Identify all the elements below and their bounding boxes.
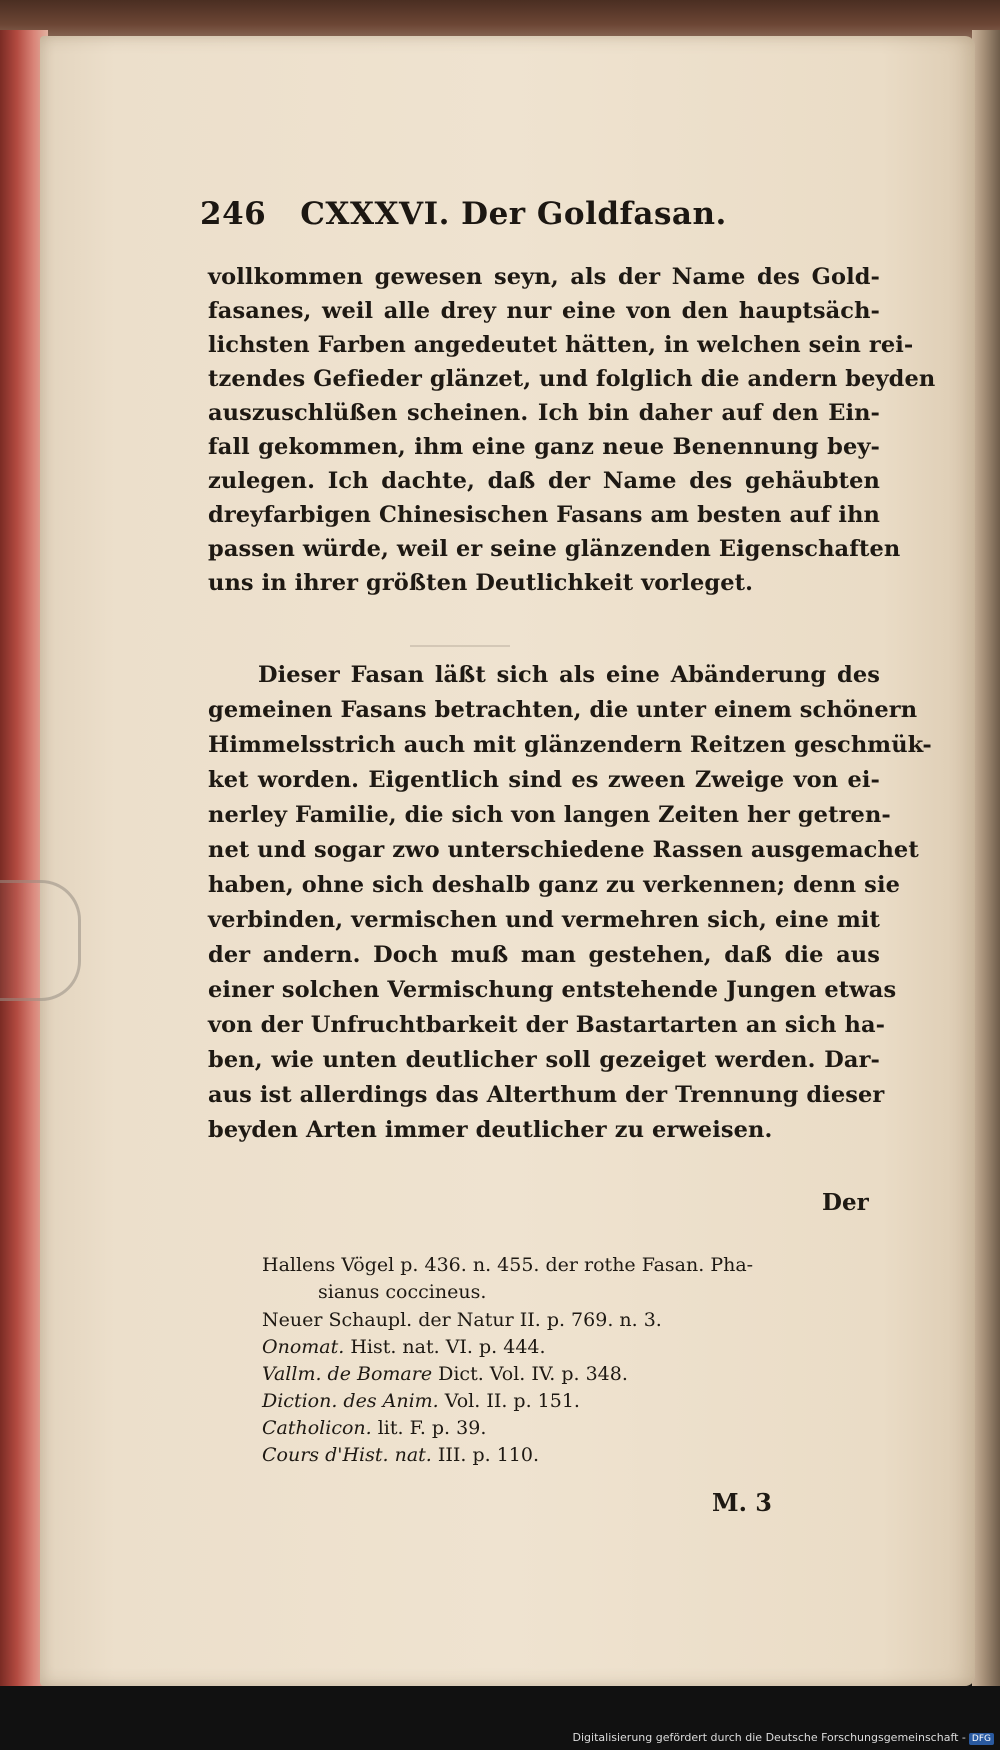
book-edge-right [972, 30, 1000, 1700]
section-divider [410, 645, 510, 647]
running-title: CXXXVI. Der Goldfasan. [300, 196, 727, 232]
text-line: nerley Familie, die sich von langen Zeiten her getren- [208, 802, 891, 828]
text-line: fasanes, weil alle drey nur eine von den hauptsäch- [208, 298, 880, 324]
text-line: ket worden. Eigentlich sind es zween Zweige von ei- [208, 767, 880, 793]
credit-text: Digitalisierung gefördert durch die Deutsche Forschungsgemeinschaft - [572, 1731, 966, 1744]
page-clip [0, 880, 81, 1001]
book-cover-top [0, 0, 1000, 40]
page-number: 246 [200, 196, 267, 232]
text-line: passen würde, weil er seine glänzenden Eigenschaften [208, 536, 901, 562]
signature-mark: M. 3 [712, 1488, 772, 1517]
footnote-line: Catholicon. lit. F. p. 39. [262, 1417, 487, 1439]
dfg-logo-icon: DFG [969, 1733, 994, 1745]
text-line: einer solchen Vermischung entstehende Jungen etwas [208, 977, 897, 1003]
footnote-line: Cours d'Hist. nat. III. p. 110. [262, 1444, 540, 1466]
text-line: verbinden, vermischen und vermehren sich, eine mit [208, 907, 880, 933]
text-line: von der Unfruchtbarkeit der Bastartarten an sich ha- [208, 1012, 886, 1038]
text-line: der andern. Doch muß man gestehen, daß die aus [208, 942, 880, 968]
text-line: zulegen. Ich dachte, daß der Name des gehäubten [208, 468, 880, 494]
text-line: Dieser Fasan läßt sich als eine Abänderung des [258, 662, 880, 688]
catchword: Der [822, 1189, 869, 1216]
text-line: auszuschlüßen scheinen. Ich bin daher auf den Ein- [208, 400, 880, 426]
footnote-line: Onomat. Hist. nat. VI. p. 444. [262, 1336, 546, 1358]
footnote-line: Diction. des Anim. Vol. II. p. 151. [262, 1390, 580, 1412]
text-line: uns in ihrer größten Deutlichkeit vorleget. [208, 570, 754, 596]
text-line: aus ist allerdings das Alterthum der Trennung dieser [208, 1082, 885, 1108]
text-line: net und sogar zwo unterschiedene Rassen ausgemachet [208, 837, 919, 863]
footnote-line: sianus coccineus. [318, 1281, 487, 1303]
text-line: fall gekommen, ihm eine ganz neue Benennung bey- [208, 434, 880, 460]
text-line: tzendes Gefieder glänzet, und folglich die andern beyden [208, 366, 936, 392]
text-line: vollkommen gewesen seyn, als der Name des Gold- [208, 264, 880, 290]
text-line: ben, wie unten deutlicher soll gezeiget werden. Dar- [208, 1047, 880, 1073]
footnote-line: Vallm. de Bomare Dict. Vol. IV. p. 348. [262, 1363, 628, 1385]
footnote-line: Hallens Vögel p. 436. n. 455. der rothe Fasan. Pha- [262, 1254, 754, 1276]
page-header [200, 196, 900, 232]
text-line: lichsten Farben angedeutet hätten, in welchen sein rei- [208, 332, 914, 358]
text-line: gemeinen Fasans betrachten, die unter einem schönern [208, 697, 918, 723]
text-line: dreyfarbigen Chinesischen Fasans am besten auf ihn [208, 502, 880, 528]
text-line: Himmelsstrich auch mit glänzendern Reitzen geschmük- [208, 732, 932, 758]
digitization-credit [573, 1731, 994, 1745]
text-line: beyden Arten immer deutlicher zu erweisen. [208, 1117, 773, 1143]
footnote-line: Neuer Schaupl. der Natur II. p. 769. n. 3. [262, 1309, 662, 1331]
text-line: haben, ohne sich deshalb ganz zu verkennen; denn sie [208, 872, 901, 898]
